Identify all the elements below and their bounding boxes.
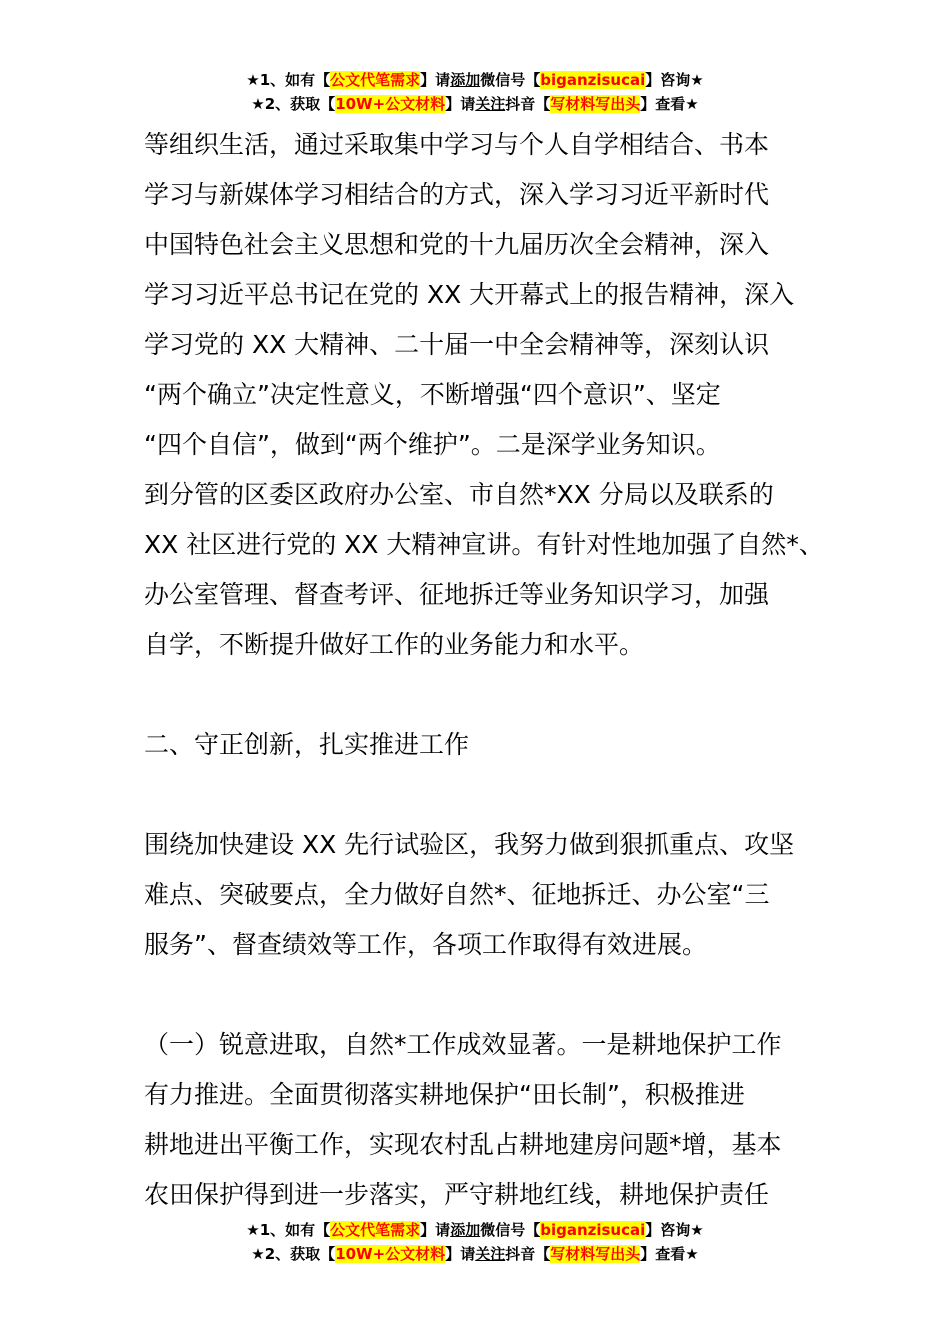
banner-line-1 (0, 68, 950, 92)
header-banner (0, 68, 950, 116)
banner-text: ★1、如有【 (246, 71, 331, 89)
banner-underlined-text: 添加 (450, 71, 481, 89)
body-text-line: 二、守正创新，扎实推进工作 (144, 730, 470, 759)
banner-line-1 (0, 1218, 950, 1242)
banner-highlight: biganzisucai (540, 1221, 646, 1239)
banner-text: 微信号【 (480, 1221, 541, 1239)
banner-text: 】查看★ (640, 95, 699, 113)
banner-line-2 (0, 1242, 950, 1266)
banner-highlight: 写材料写出头 (550, 1245, 641, 1263)
body-text-line: 难点、突破要点，全力做好自然*、征地拆迁、办公室“三 (144, 880, 770, 909)
body-text-line: 到分管的区委区政府办公室、市自然*XX 分局以及联系的 (144, 480, 774, 509)
body-text-line: （一）锐意进取，自然*工作成效显著。一是耕地保护工作 (144, 1030, 782, 1059)
body-text-line: 耕地进出平衡工作，实现农村乱占耕地建房问题*增，基本 (144, 1130, 782, 1159)
body-text-line: “两个确立”决定性意义，不断增强“四个意识”、坚定 (144, 380, 721, 409)
banner-text: 】咨询★ (645, 1221, 704, 1239)
banner-highlight: 10W+公文材料 (335, 95, 446, 113)
banner-underlined-text: 关注 (475, 95, 506, 113)
footer-banner (0, 1218, 950, 1266)
banner-text: ★2、获取【 (251, 95, 336, 113)
body-text-line: 有力推进。全面贯彻落实耕地保护“田长制”，积极推进 (144, 1080, 745, 1109)
banner-underlined-text: 关注 (475, 1245, 506, 1263)
banner-text: 】请 (445, 95, 476, 113)
body-text-line: 学习党的 XX 大精神、二十届一中全会精神等，深刻认识 (144, 330, 770, 359)
body-text-line: 办公室管理、督查考评、征地拆迁等业务知识学习，加强 (144, 580, 770, 609)
body-text-line: 中国特色社会主义思想和党的十九届历次全会精神，深入 (144, 230, 770, 259)
banner-highlight: 10W+公文材料 (335, 1245, 446, 1263)
paragraph-gap (144, 770, 814, 820)
body-text-line: “四个自信”，做到“两个维护”。二是深学业务知识。 (144, 430, 721, 459)
banner-text: 】咨询★ (645, 71, 704, 89)
banner-underlined-text: 添加 (450, 1221, 481, 1239)
body-text-line: XX 社区进行党的 XX 大精神宣讲。有针对性地加强了自然*、 (144, 530, 824, 559)
banner-text: 】请 (420, 1221, 451, 1239)
body-text-line: 等组织生活，通过采取集中学习与个人自学相结合、书本 (144, 130, 770, 159)
banner-text: 】请 (420, 71, 451, 89)
banner-text: 微信号【 (480, 71, 541, 89)
body-text-line: 学习与新媒体学习相结合的方式，深入学习习近平新时代 (144, 180, 770, 209)
paragraph-gap (144, 970, 814, 1020)
banner-highlight: 公文代笔需求 (330, 1221, 421, 1239)
banner-line-2 (0, 92, 950, 116)
document-body (144, 120, 824, 1220)
banner-text: 抖音【 (505, 1245, 551, 1263)
banner-highlight: 公文代笔需求 (330, 71, 421, 89)
banner-text: 】查看★ (640, 1245, 699, 1263)
body-text-line: 自学，不断提升做好工作的业务能力和水平。 (144, 630, 645, 659)
body-text-line: 农田保护得到进一步落实，严守耕地红线，耕地保护责任 (144, 1180, 770, 1209)
body-text-line: 围绕加快建设 XX 先行试验区，我努力做到狠抓重点、攻坚 (144, 830, 795, 859)
banner-text: ★2、获取【 (251, 1245, 336, 1263)
banner-text: 】请 (445, 1245, 476, 1263)
banner-text: 抖音【 (505, 95, 551, 113)
banner-highlight: 写材料写出头 (550, 95, 641, 113)
paragraph-gap (144, 670, 814, 720)
body-text-line: 服务”、督查绩效等工作，各项工作取得有效进展。 (144, 930, 707, 959)
banner-highlight: biganzisucai (540, 71, 646, 89)
body-text-line: 学习习近平总书记在党的 XX 大开幕式上的报告精神，深入 (144, 280, 795, 309)
banner-text: ★1、如有【 (246, 1221, 331, 1239)
